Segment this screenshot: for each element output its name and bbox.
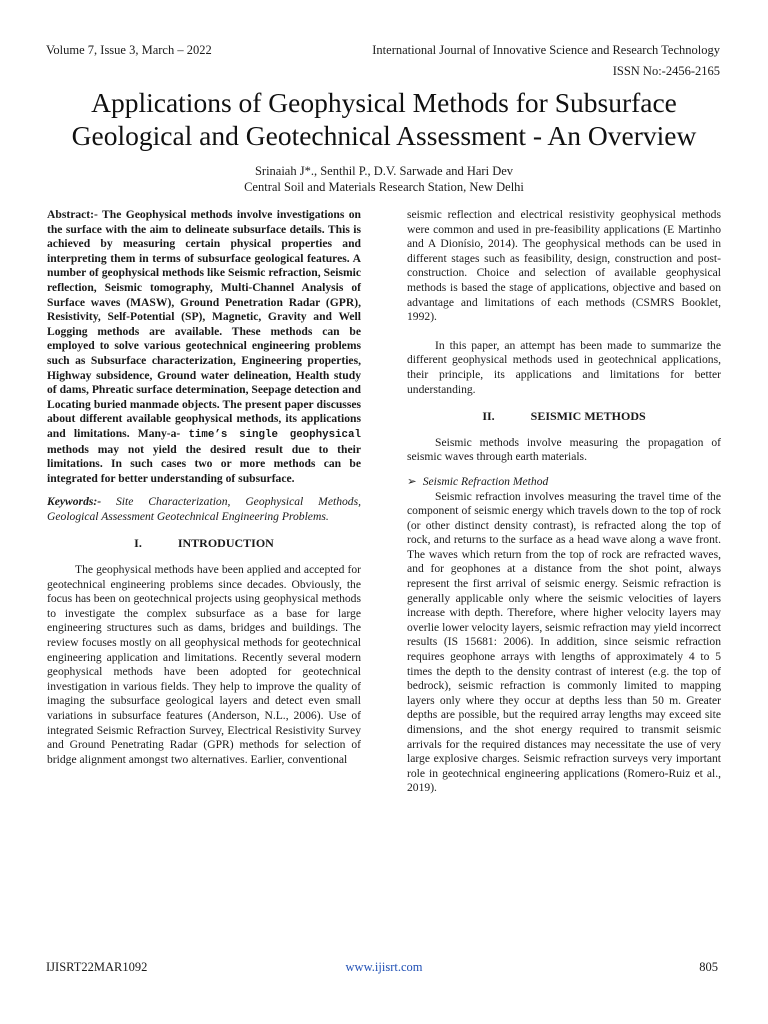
continuation-paragraph: seismic reflection and electrical resistivity geophysical methods were common and used in pre-feasibility applications (E Martinho and A Dionísio, 2014). The geophysical methods can be used in different stages such as feasibility, design, construction and post-construction. Choice and selection of available geophysical methods is based the stage of applications, objective and based on advantage and limitations of each methods (CSMRS Booklet, 1992). (407, 208, 721, 324)
introduction-paragraph: The geophysical methods have been applied and accepted for geotechnical engineering problems since decades. Obviously, the focus has been on geotechnical projects using geophysical methods to investigate the complex subsurface as a base for large engineering structures such as dams, bridges and buildings. The review focuses mostly on all geophysical methods for geotechnical engineering application and limitations. Recently several modern geophysical methods have been adopted for geotechnical investigation in various fields. They help to improve the quality of imaging the subsurface geological layers and detect even small variations in subsurface features (Anderson, N.L., 2006). Use of integrated Seismic Refraction Survey, Electrical Resistivity Survey and Ground Penetrating Radar (GPR) methods for selection of bridge alignment amongst two alternatives. Earlier, conventional (47, 563, 361, 766)
keywords-label: Keywords:- (47, 495, 102, 509)
section-heading-introduction (47, 536, 361, 551)
keywords (47, 495, 361, 524)
left-column (47, 208, 361, 767)
abstract-text-1: Abstract:- The Geophysical methods involve investigations on the surface with the aim to delineate subsurface details. This is achieved by measuring certain physical properties and interpreting them in terms of subsurface geological features. A number of geophysical methods like Seismic refraction, Seismic reflection, Seismic tomography, Multi-Channel Analysis of Surface waves (MASW), Ground Penetration Radar (GPR), Resistivity, Self-Potential (SP), Magnetic, Gravity and Well Logging methods are available. These methods can be employed to solve various geotechnical engineering problems such as Subsurface characterization, Engineering properties, Highway subsidence, Ground water delineation, Health study of dams, Phreatic surface determination, Seepage detection and Locating buried manmade objects. The present paper discusses about different available geophysical methods, its applications and limitations. Many-a- (47, 208, 361, 440)
section-title: SEISMIC METHODS (530, 409, 646, 424)
journal-issn: ISSN No:-2456-2165 (612, 64, 720, 78)
subsection-heading-refraction (407, 475, 721, 490)
abstract-mono-phrase: time’s single geophysical (188, 428, 361, 441)
abstract (47, 208, 361, 486)
right-column (407, 208, 721, 796)
website-link[interactable]: www.ijisrt.com (345, 960, 423, 974)
journal-volume: Volume 7, Issue 3, March – 2022 (46, 43, 212, 57)
affiliation: Central Soil and Materials Research Station, New Delhi (244, 180, 524, 194)
paper-id: IJISRT22MAR1092 (46, 960, 148, 974)
title-line-2: Geological and Geotechnical Assessment - An Overview (71, 120, 697, 151)
seismic-intro-paragraph: Seismic methods involve measuring the propagation of seismic waves through earth materials. (407, 435, 721, 464)
abstract-text-2: methods may not yield the desired result due to their limitations. In such cases two or more methods can be integrated for better understanding of subsurface. (47, 442, 361, 485)
arrow-bullet-icon: ➢ (407, 474, 417, 488)
section-heading-seismic (407, 409, 721, 424)
paper-aim-paragraph: In this paper, an attempt has been made to summarize the different geophysical methods used in geotechnical applications, their principle, its applications and limitations for better understanding. (407, 338, 721, 396)
section-title: INTRODUCTION (177, 536, 274, 551)
title-line-1: Applications of Geophysical Methods for Subsurface (91, 87, 677, 118)
paper-title (40, 86, 728, 152)
section-number: II. (482, 409, 495, 424)
author-list: Srinaiah J*., Senthil P., D.V. Sarwade and Hari Dev (254, 164, 514, 178)
journal-name: International Journal of Innovative Science and Research Technology (372, 43, 720, 57)
subsection-title: Seismic Refraction Method (422, 474, 549, 488)
page-number: 805 (699, 960, 718, 974)
refraction-paragraph: Seismic refraction involves measuring the travel time of the component of seismic energy which travels down to the top of rock (or other distinct density contrast), is refracted along the top of rock, and returns to the surface as a head wave along a wave front. The waves which return from the top of rock are refracted waves, and for geophones at a distance from the shot point, always represent the first arrival of seismic energy. Seismic refraction is generally applicable only where the seismic velocities of layers increase with depth. Therefore, where higher velocity layers may overlie lower velocity layers, seismic refraction may yield incorrect results (IS 15681: 2006). In addition, since seismic refraction requires geophone arrays with lengths of approximately 4 to 5 times the depth to the density contrast of interest (e.g. the top of bedrock), seismic refraction is commonly limited to mapping layers only where they occur at depths less than 50 m. Greater depths are possible, but the required array lengths may exceed site dimensions, and the shot energy required to transmit seismic arrivals for the required distances may necessitate the use of very large explosive charges. Seismic refraction surveys very important role in geotechnical engineering applications (Romero-Ruiz et al., 2019). (407, 489, 721, 795)
keywords-text: Site Characterization, Geophysical Methods, Geological Assessment Geotechnical Engineering Problems. (47, 495, 361, 523)
section-number: I. (134, 536, 142, 551)
